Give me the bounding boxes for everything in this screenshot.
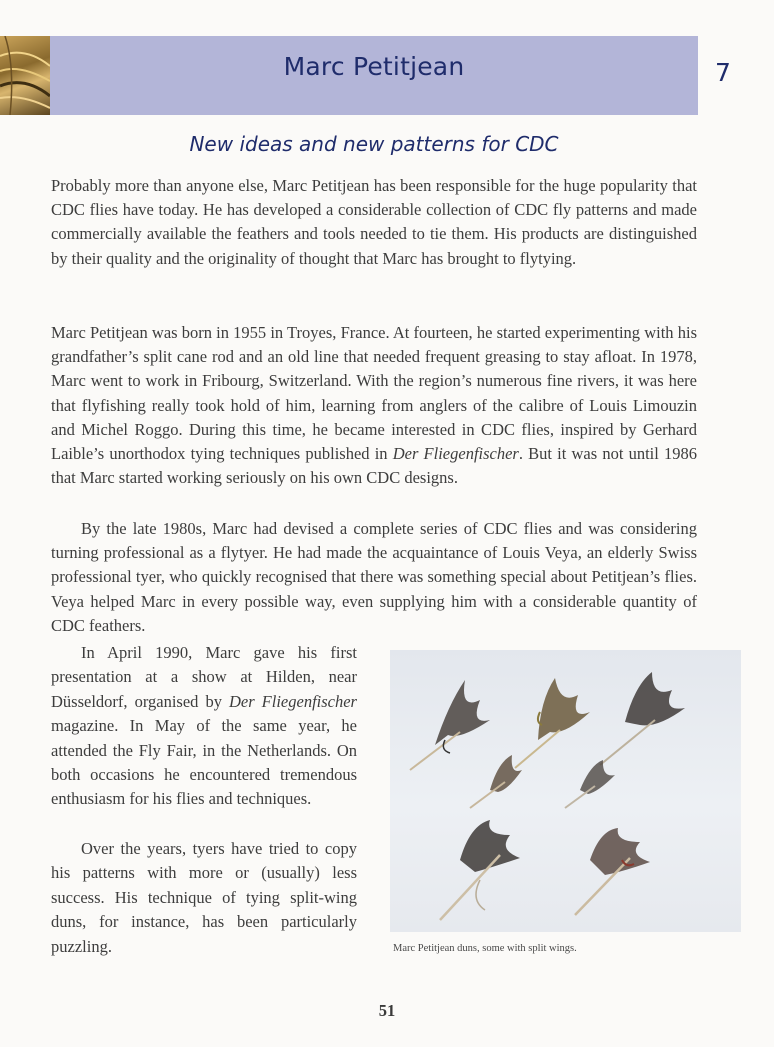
- paragraph-text: In April 1990, Marc gave his first presentation at a show at Hilden, near Düsseldorf, organised by: [51, 643, 357, 711]
- fly-image: [410, 680, 490, 770]
- chapter-subtitle: New ideas and new patterns for CDC: [189, 132, 559, 156]
- paragraph-text: Marc Petitjean was born in 1955 in Troyes, France. At fourteen, he started experimenting with his grandfather’s split cane rod and an old line that needed frequent greasing to stay afloat. In 1978, Marc went to work in Fribourg, Switzerland. With the region’s numerous fine rivers, it was here that flyfishing really took hold of him, learning from anglers of the calibre of Louis Limouzin and Michel Roggo. During this time, he became interested in CDC flies, inspired by Gerhard Laible’s unorthodox tying techniques published in: [51, 323, 697, 464]
- chapter-title: Marc Petitjean: [283, 52, 465, 81]
- paragraph-text: . But it was not until 1986 that Marc started working seriously on his own CDC designs.: [51, 444, 697, 488]
- chapter-number: 7: [715, 58, 731, 87]
- fly-image: [575, 828, 650, 915]
- paragraph-first-presentation: [51, 641, 357, 812]
- paragraph-text: magazine. In May of the same year, he attended the Fly Fair, in the Netherlands. On both occasions he encountered tremendous enthusiasm for his flies and techniques.: [51, 716, 357, 809]
- paragraph-intro: Probably more than anyone else, Marc Petitjean has been responsible for the huge popularity that CDC flies have today. He has developed a considerable collection of CDC fly patterns and made commercially available the feathers and tools needed to tie them. His products are distinguished by their quality and the originality of thought that Marc has brought to flytying.: [51, 176, 697, 268]
- page-number: 51: [378, 1001, 396, 1020]
- magazine-title: Der Fliegenfischer: [392, 444, 519, 464]
- fly-image: [440, 820, 520, 920]
- photo-caption: Marc Petitjean duns, some with split wings.: [393, 943, 577, 954]
- fly-photo: [390, 650, 741, 932]
- fly-image: [600, 672, 685, 765]
- fly-image: [565, 760, 615, 808]
- paragraph-biography: [51, 321, 697, 490]
- paragraph-late-1980s: By the late 1980s, Marc had devised a complete series of CDC flies and was considering turning professional as a flytyer. He had made the acquaintance of Louis Veya, an elderly Swiss professional tyer, who quickly recognised that there was something special about Petitjean’s flies. Veya helped Marc in every possible way, even supplying him with a considerable quantity of CDC feathers.: [51, 519, 697, 635]
- fly-image: [515, 678, 590, 768]
- paragraph-split-wing-duns: Over the years, tyers have tried to copy his patterns with more or (usually) less success. His technique of tying split-wing duns, for instance, has been particularly puzzling.: [51, 839, 357, 956]
- fly-image: [470, 755, 522, 808]
- magazine-title: Der Fliegenfischer: [228, 691, 357, 711]
- chapter-thumbnail-image: [0, 36, 50, 115]
